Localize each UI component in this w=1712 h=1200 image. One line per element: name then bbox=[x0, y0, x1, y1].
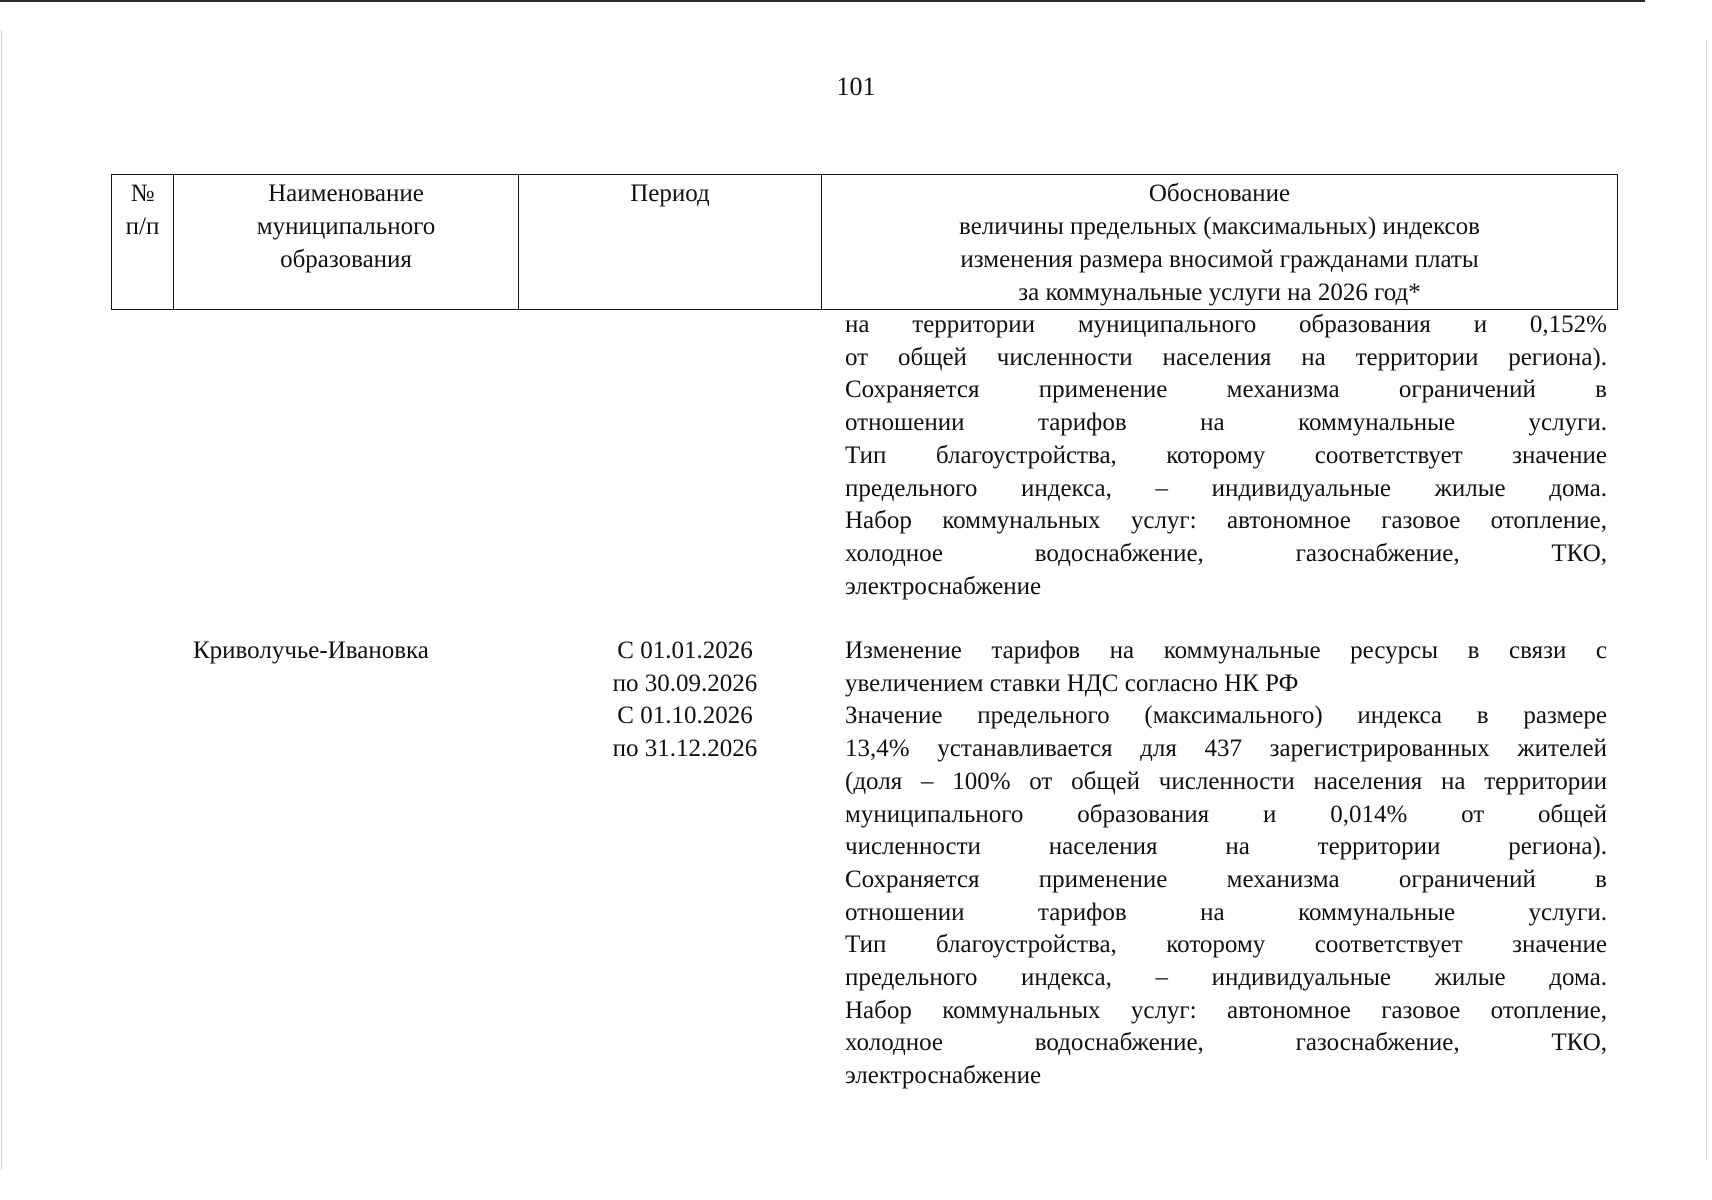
basis-line: Тип благоустройства, которому соответствует значение bbox=[845, 931, 1607, 959]
header-num-line: № bbox=[130, 180, 155, 207]
header-row bbox=[112, 175, 1618, 310]
basis-line: муниципального образования и 0,014% от общей bbox=[845, 800, 1607, 828]
basis-line: 13,4% устанавливается для 437 зарегистрированных жителей bbox=[845, 735, 1607, 763]
period-line: по 31.12.2026 bbox=[612, 735, 758, 763]
page-number: 101 bbox=[836, 72, 876, 101]
header-name bbox=[174, 175, 519, 310]
basis-line: Набор коммунальных услуг: автономное газовое отопление, bbox=[845, 507, 1607, 535]
basis-line: Тип благоустройства, которому соответствует значение bbox=[845, 441, 1607, 469]
basis-line: Сохраняется применение механизма ограничений в bbox=[845, 376, 1607, 404]
header-basis-line: величины предельных (максимальных) индексов bbox=[959, 213, 1480, 240]
basis-line: предельного индекса, – индивидуальные жилые дома. bbox=[845, 474, 1607, 502]
top-border-line bbox=[0, 0, 1645, 2]
period-line: по 30.09.2026 bbox=[612, 669, 758, 697]
header-name-line: образования bbox=[280, 246, 412, 273]
continuation-basis-text bbox=[845, 309, 1607, 603]
basis-line: холодное водоснабжение, газоснабжение, ТКО, bbox=[845, 539, 1607, 567]
basis-line: Набор коммунальных услуг: автономное газовое отопление, bbox=[845, 996, 1607, 1024]
basis-line: (доля – 100% от общей численности населения на территории bbox=[845, 767, 1607, 795]
header-basis-line: Обоснование bbox=[1148, 180, 1291, 207]
period-line: С 01.01.2026 bbox=[617, 637, 753, 664]
basis-line: на территории муниципального образования и 0,152% bbox=[845, 311, 1607, 338]
header-basis-line: изменения размера вносимой гражданами платы bbox=[960, 246, 1479, 273]
header-num-line: п/п bbox=[125, 213, 160, 240]
basis-line: от общей численности населения на территории региона). bbox=[845, 343, 1607, 371]
basis-line: Сохраняется применение механизма ограничений в bbox=[845, 865, 1607, 893]
left-scan-edge bbox=[1, 30, 2, 1170]
right-scan-edge bbox=[1706, 40, 1707, 1160]
header-basis-line: за коммунальные услуги на 2026 год* bbox=[1018, 279, 1421, 306]
row-basis-text bbox=[845, 635, 1607, 1093]
period-line: С 01.10.2026 bbox=[617, 702, 753, 730]
basis-line: отношении тарифов на коммунальные услуги. bbox=[845, 409, 1607, 437]
header-name-line: Наименование bbox=[268, 180, 424, 207]
basis-line: электроснабжение bbox=[845, 1062, 1042, 1090]
header-period bbox=[519, 175, 822, 310]
basis-line: увеличением ставки НДС согласно НК РФ bbox=[845, 669, 1299, 697]
basis-line: предельного индекса, – индивидуальные жилые дома. bbox=[845, 964, 1607, 992]
header-name-line: муниципального bbox=[256, 213, 436, 240]
table-header bbox=[111, 174, 1618, 310]
basis-line: электроснабжение bbox=[845, 572, 1042, 600]
header-num bbox=[112, 175, 174, 310]
basis-line: отношении тарифов на коммунальные услуги. bbox=[845, 898, 1607, 926]
header-period-line: Период bbox=[630, 180, 710, 207]
header-basis bbox=[822, 175, 1618, 310]
basis-line: Значение предельного (максимального) индекса в размере bbox=[845, 702, 1607, 730]
period-cell bbox=[590, 635, 780, 766]
basis-line: численности населения на территории региона). bbox=[845, 833, 1607, 861]
municipality-name: Криволучье-Ивановка bbox=[193, 637, 429, 664]
basis-line: холодное водоснабжение, газоснабжение, ТКО, bbox=[845, 1029, 1607, 1057]
basis-line: Изменение тарифов на коммунальные ресурсы в связи с bbox=[845, 637, 1607, 664]
